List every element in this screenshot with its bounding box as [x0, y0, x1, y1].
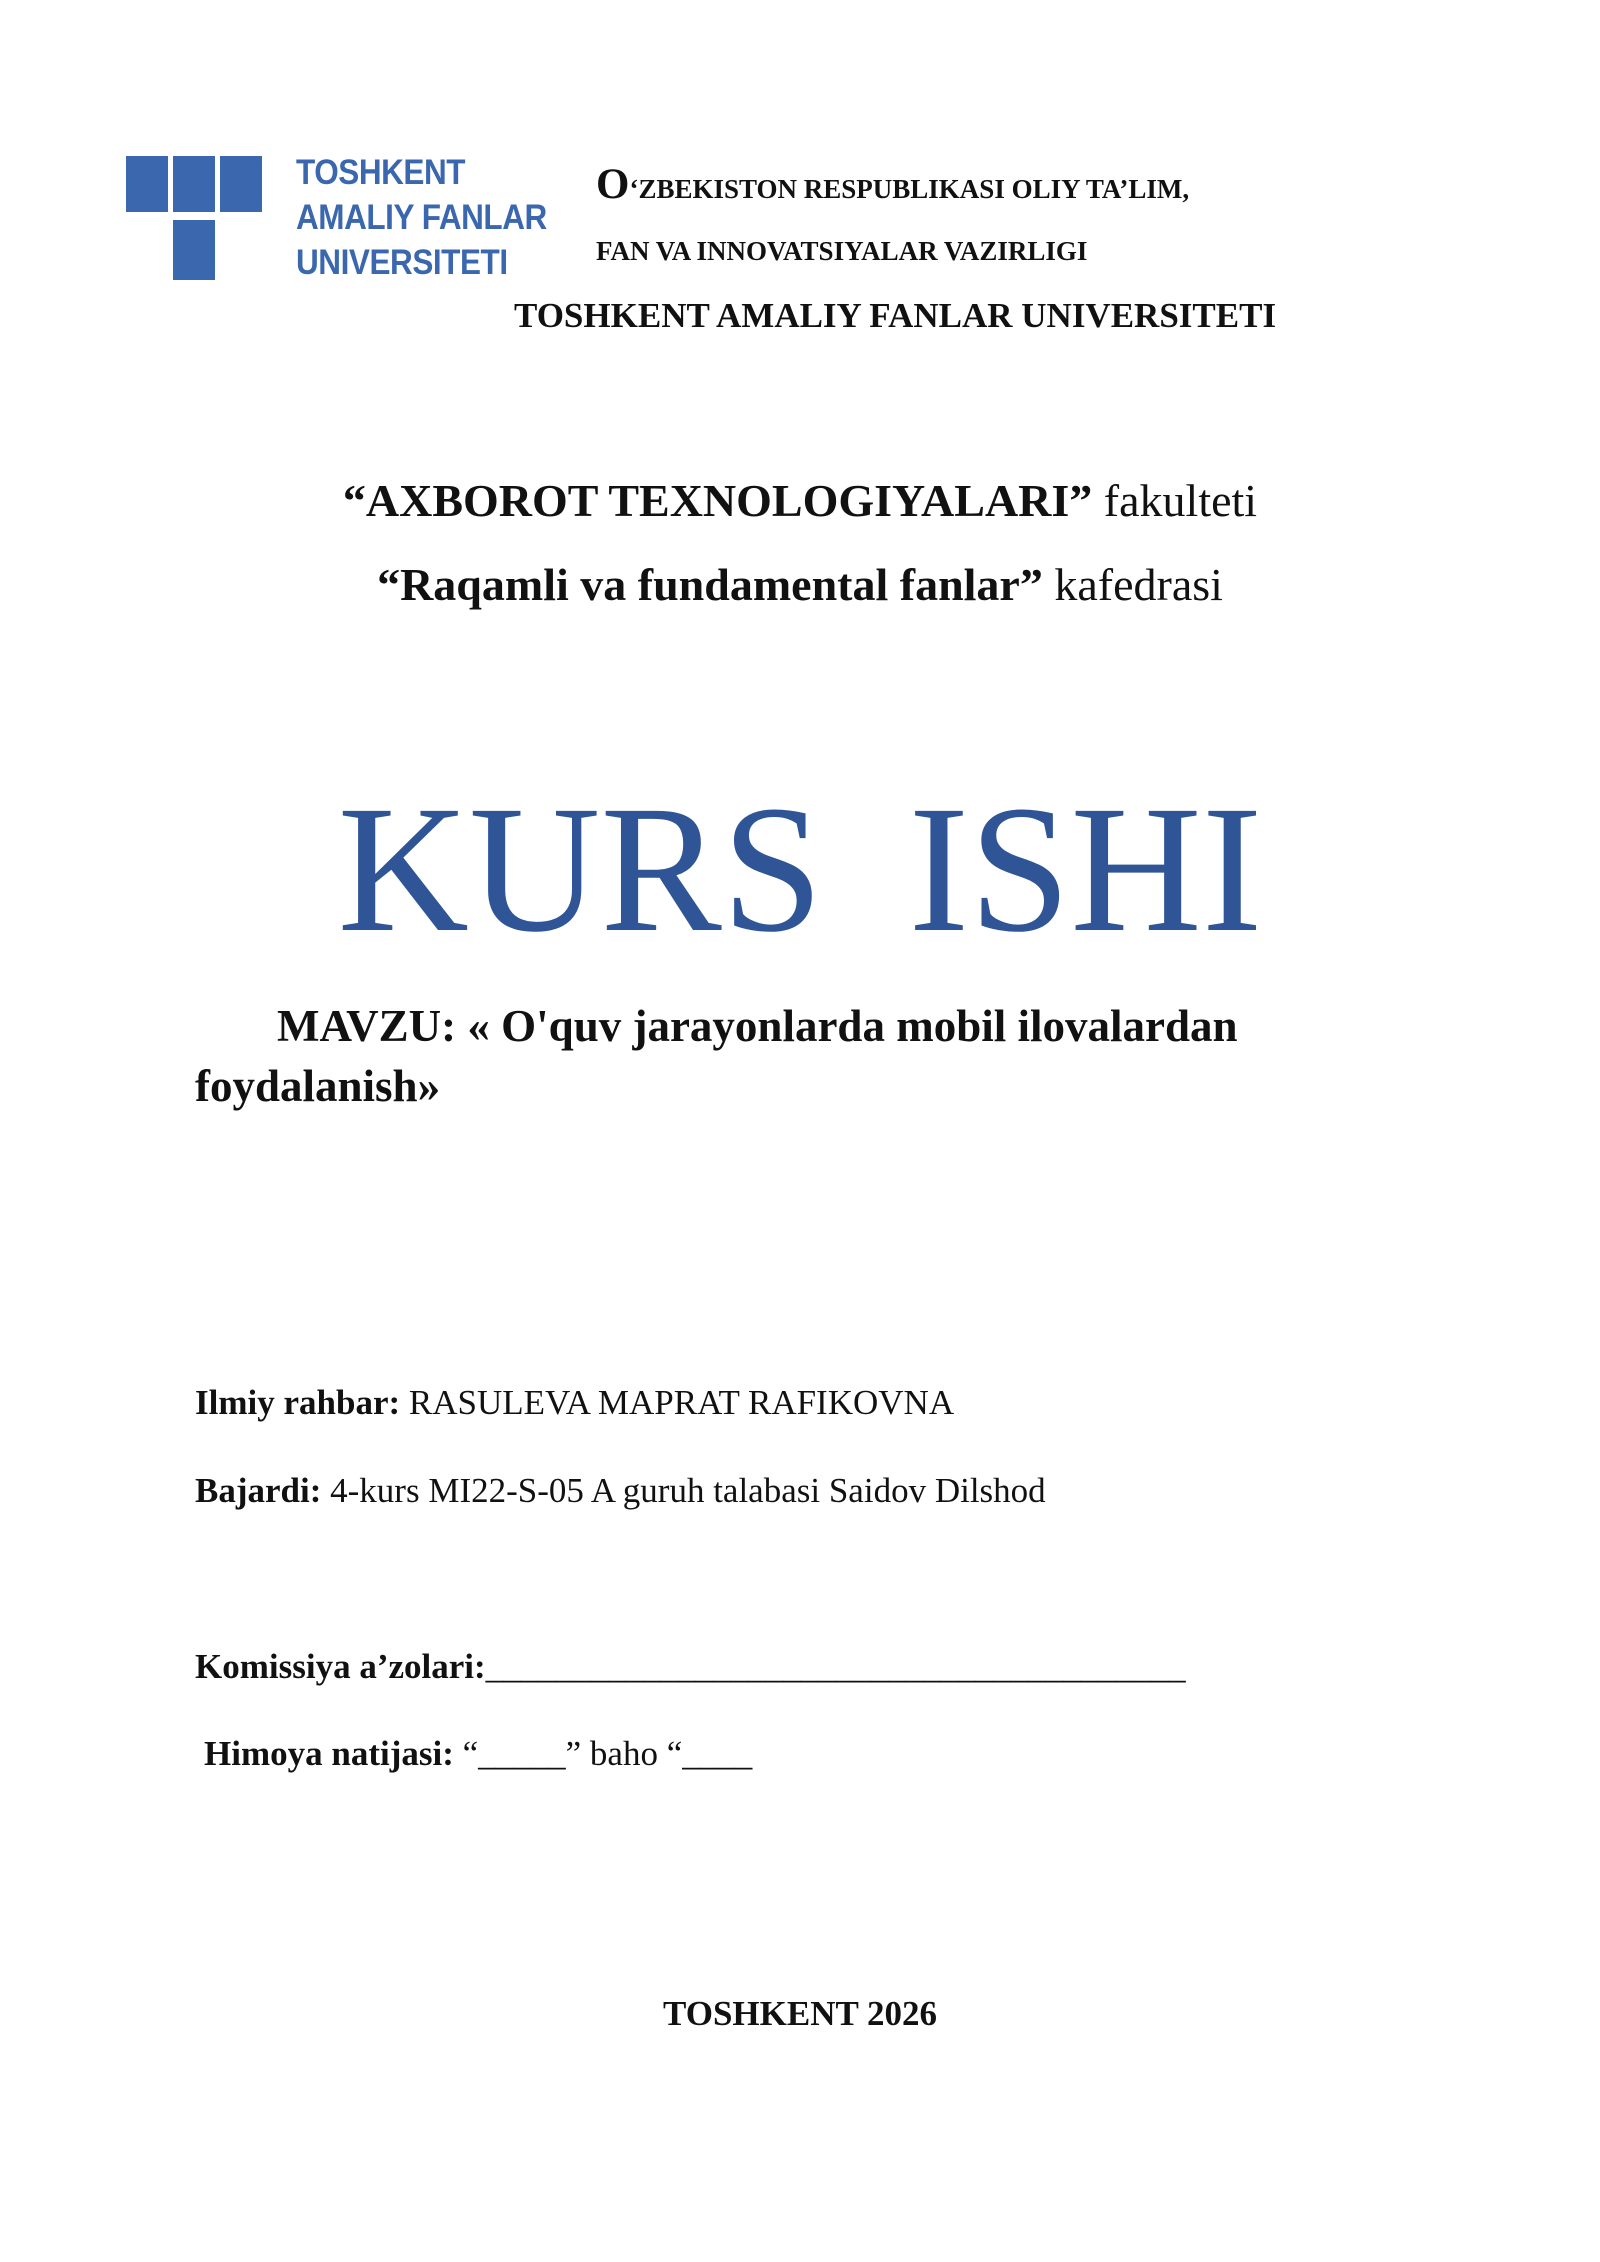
university-name: TOSHKENT AMALIY FANLAR UNIVERSITETI	[514, 296, 1277, 335]
logo-line-3: UNIVERSITETI	[296, 243, 508, 282]
faculty-line	[0, 474, 1600, 527]
supervisor-label: Ilmiy rahbar:	[195, 1383, 401, 1422]
university-logo-text	[296, 150, 547, 285]
commission-blank: ________________________________________	[485, 1647, 1186, 1686]
commission-label: Komissiya a’zolari:	[195, 1647, 486, 1686]
department-line	[0, 558, 1600, 611]
university-logo-icon	[126, 156, 262, 280]
performer-label: Bajardi:	[195, 1471, 322, 1510]
defense-value: “_____” baho “____	[462, 1734, 753, 1773]
topic-text: MAVZU: « O'quv jarayonlarda mobil ilovalardan foydalanish»	[195, 1001, 1238, 1111]
ministry-line-1-rest: ‘ZBEKISTON RESPUBLIKASI OLIY TA’LIM,	[629, 174, 1190, 204]
supervisor-value: RASULEVA MAPRAT RAFIKOVNA	[408, 1383, 955, 1422]
performer-line	[195, 1471, 1046, 1511]
city-year: TOSHKENT 2026	[663, 1994, 937, 2033]
document-title: KURS ISHI	[337, 769, 1263, 970]
logo-line-2: AMALIY FANLAR	[296, 198, 547, 237]
defense-line	[204, 1734, 752, 1774]
ministry-line-2: FAN VA INNOVATSIYALAR VAZIRLIGI	[596, 236, 1088, 266]
faculty-suffix: fakulteti	[1103, 475, 1258, 526]
faculty-name: “AXBOROT TEXNOLOGIYALARI”	[342, 475, 1093, 526]
department-name: “Raqamli va fundamental fanlar”	[377, 559, 1043, 610]
ministry-line-1	[596, 160, 1189, 209]
defense-label: Himoya natijasi:	[204, 1734, 454, 1773]
department-suffix: kafedrasi	[1054, 559, 1223, 610]
ministry-initial: O	[596, 161, 630, 208]
performer-value: 4-kurs MI22-S-05 A guruh talabasi Saidov Dilshod	[330, 1471, 1046, 1510]
supervisor-line	[195, 1383, 954, 1423]
logo-line-1: TOSHKENT	[296, 153, 466, 192]
commission-line	[195, 1647, 1186, 1687]
